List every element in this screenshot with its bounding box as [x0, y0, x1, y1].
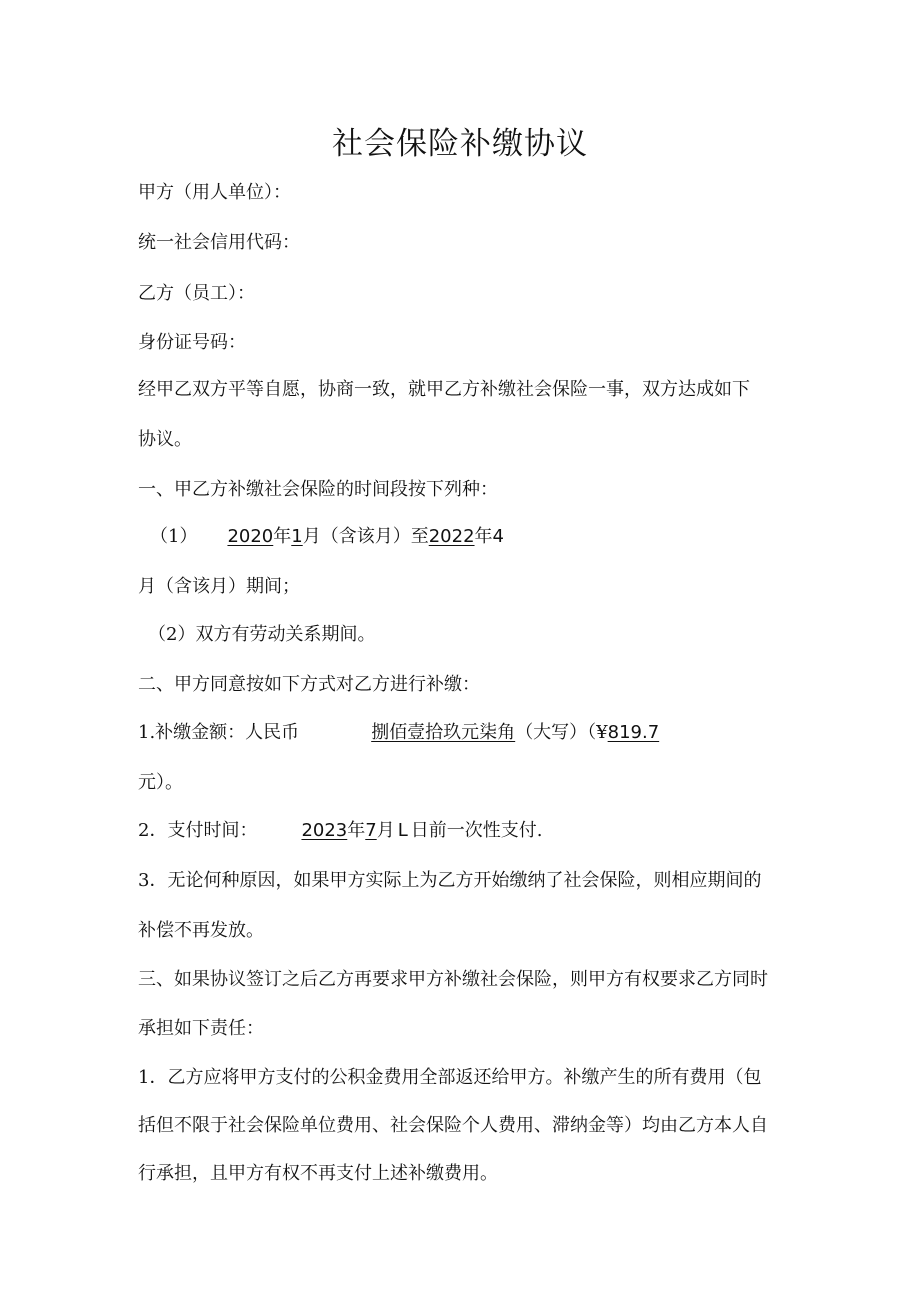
period-mid-text: 月（含该月）至: [302, 526, 429, 547]
id-number-label: 身份证号码：: [138, 332, 246, 353]
start-month: 1: [291, 526, 303, 547]
section-1-item-1: [150, 525, 504, 549]
note-3-line-2: 补偿不再发放。: [138, 920, 264, 941]
year-char: 年: [273, 526, 292, 547]
section-2-heading: 二、甲方同意按如下方式对乙方进行补缴：: [138, 674, 480, 695]
intro-paragraph-line-1: 经甲乙双方平等自愿，协商一致，就甲乙方补缴社会保险一事，双方达成如下: [138, 379, 750, 400]
amount-in-words: 捌佰壹拾玖元柒角: [371, 722, 516, 743]
amount-line-end: 元）。: [138, 772, 183, 793]
amount-number: 819.7: [607, 722, 660, 743]
section-1-item-1-continued: 月（含该月）期间；: [138, 576, 300, 597]
party-a-label: 甲方（用人单位）：: [138, 182, 291, 203]
section-3-item-1-line-1: 1．乙方应将甲方支付的公积金费用全部返还给甲方。补缴产生的所有费用（包: [138, 1067, 762, 1088]
payment-day: L: [397, 820, 408, 841]
note-3-line-1: 3．无论何种原因，如果甲方实际上为乙方开始缴纳了社会保险，则相应期间的: [138, 870, 762, 891]
section-3-heading-line-1: 三、如果协议签订之后乙方再要求甲方补缴社会保险，则甲方有权要求乙方同时: [138, 969, 768, 990]
amount-line: [138, 721, 659, 745]
intro-paragraph-line-2: 协议。: [138, 429, 192, 450]
payment-time-end: 日前一次性支付.: [410, 820, 543, 841]
section-3-item-1-line-2: 括但不限于社会保险单位费用、社会保险个人费用、滞纳金等）均由乙方本人自: [138, 1115, 768, 1136]
start-year: 2020: [227, 526, 274, 547]
amount-label: 1.补缴金额：人民币: [138, 722, 300, 743]
year-char: 年: [474, 526, 493, 547]
section-3-item-1-line-3: 行承担，且甲方有权不再支付上述补缴费用。: [138, 1163, 498, 1184]
item-1-prefix: （1）: [150, 526, 198, 547]
payment-time-label: 2．支付时间：: [138, 820, 258, 841]
section-1-heading: 一、甲乙方补缴社会保险的时间段按下列种：: [138, 479, 498, 500]
end-year: 2022: [428, 526, 475, 547]
year-char: 年: [347, 820, 366, 841]
credit-code-label: 统一社会信用代码：: [138, 232, 300, 253]
payment-month: 7: [365, 820, 377, 841]
end-month: 4: [492, 526, 504, 547]
document-title: 社会保险补缴协议: [332, 126, 588, 162]
section-3-heading-line-2: 承担如下责任：: [138, 1018, 264, 1039]
payment-time-line: [138, 819, 542, 843]
party-b-label: 乙方（员工）：: [138, 283, 255, 304]
payment-year: 2023: [301, 820, 348, 841]
amount-mid-text: （大写）（¥: [515, 722, 608, 743]
section-1-item-2: （2）双方有劳动关系期间。: [148, 624, 376, 645]
month-char: 月: [376, 820, 395, 841]
